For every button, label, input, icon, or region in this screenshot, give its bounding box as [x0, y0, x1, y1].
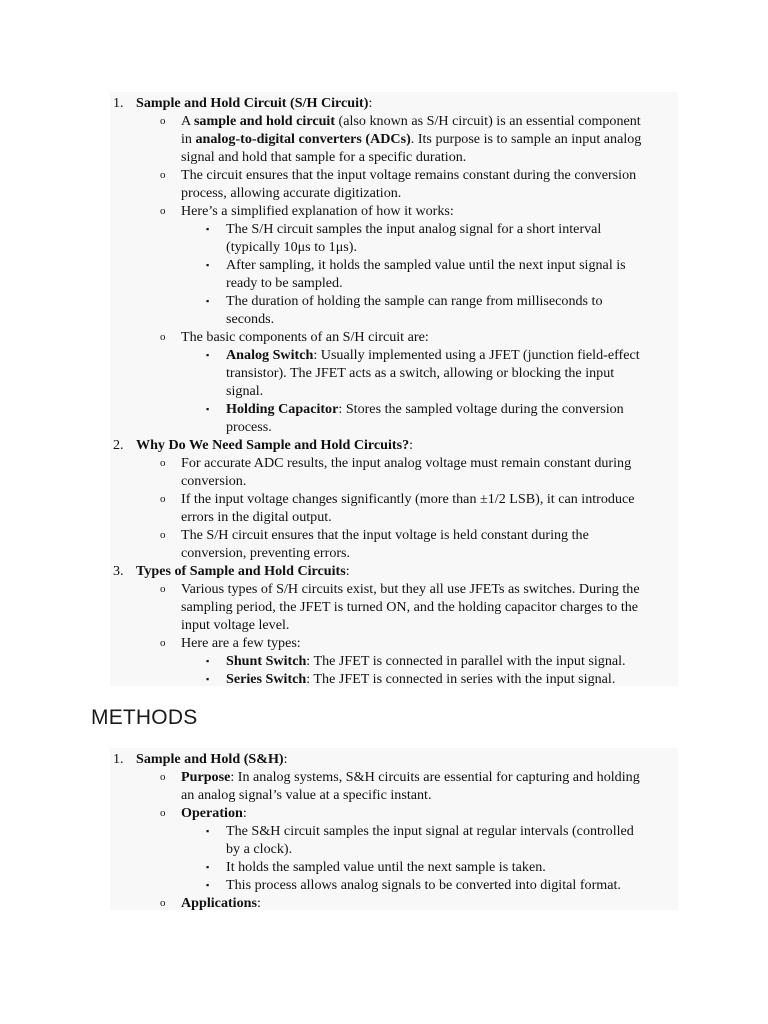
paragraph-line: process. [226, 419, 272, 435]
paragraph-line: signal. [226, 383, 264, 399]
circle-bullet-icon: o [160, 771, 166, 783]
paragraph-line: input voltage level. [181, 617, 290, 633]
circle-bullet-icon: o [160, 637, 166, 649]
circle-bullet-icon: o [160, 897, 166, 909]
paragraph-line: Series Switch: The JFET is connected in series with the input signal. [226, 671, 616, 687]
circle-bullet-icon: o [160, 169, 166, 181]
paragraph-line: ready to be sampled. [226, 275, 343, 291]
circle-bullet-icon: o [160, 205, 166, 217]
paragraph-line: Operation: [181, 805, 247, 821]
paragraph-line: process, allowing accurate digitization. [181, 185, 402, 201]
circle-bullet-icon: o [160, 331, 166, 343]
list-number: 3. [113, 563, 124, 579]
paragraph-line: Holding Capacitor: Stores the sampled voltage during the conversion [226, 401, 624, 417]
square-bullet-icon: ▪ [206, 296, 210, 306]
paragraph-line: The S/H circuit samples the input analog signal for a short interval [226, 221, 602, 237]
circle-bullet-icon: o [160, 807, 166, 819]
paragraph-line: The circuit ensures that the input voltage remains constant during the conversion [181, 167, 637, 183]
list-number: 1. [113, 751, 124, 767]
item-title: Sample and Hold (S&H): [136, 751, 288, 767]
item-title: Sample and Hold Circuit (S/H Circuit): [136, 95, 373, 111]
circle-bullet-icon: o [160, 529, 166, 541]
paragraph-line: A sample and hold circuit (also known as S/H circuit) is an essential component [181, 113, 641, 129]
square-bullet-icon: ▪ [206, 350, 210, 360]
paragraph-line: seconds. [226, 311, 275, 327]
item-title: Why Do We Need Sample and Hold Circuits?: [136, 437, 414, 453]
circle-bullet-icon: o [160, 115, 166, 127]
list-number: 1. [113, 95, 124, 111]
circle-bullet-icon: o [160, 583, 166, 595]
square-bullet-icon: ▪ [206, 862, 210, 872]
paragraph-line: an analog signal’s value at a specific instant. [181, 787, 432, 803]
paragraph-line: Purpose: In analog systems, S&H circuits are essential for capturing and holding [181, 769, 640, 785]
item-title: Types of Sample and Hold Circuits: [136, 563, 350, 579]
paragraph-line: conversion, preventing errors. [181, 545, 351, 561]
square-bullet-icon: ▪ [206, 656, 210, 666]
square-bullet-icon: ▪ [206, 674, 210, 684]
square-bullet-icon: ▪ [206, 224, 210, 234]
square-bullet-icon: ▪ [206, 826, 210, 836]
paragraph-line: Here’s a simplified explanation of how it works: [181, 203, 454, 219]
paragraph-line: transistor). The JFET acts as a switch, allowing or blocking the input [226, 365, 615, 381]
paragraph-line: After sampling, it holds the sampled value until the next input signal is [226, 257, 626, 273]
paragraph-line: Applications: [181, 895, 261, 911]
paragraph-line: The basic components of an S/H circuit are: [181, 329, 429, 345]
paragraph-line: Various types of S/H circuits exist, but they all use JFETs as switches. During the [181, 581, 640, 597]
paragraph-line: signal and hold that sample for a specific duration. [181, 149, 467, 165]
paragraph-line: It holds the sampled value until the next sample is taken. [226, 859, 546, 875]
paragraph-line: Shunt Switch: The JFET is connected in parallel with the input signal. [226, 653, 626, 669]
paragraph-line: This process allows analog signals to be converted into digital format. [226, 877, 621, 893]
paragraph-line: The S/H circuit ensures that the input voltage is held constant during the [181, 527, 589, 543]
square-bullet-icon: ▪ [206, 880, 210, 890]
paragraph-line: Analog Switch: Usually implemented using a JFET (junction field-effect [226, 347, 640, 363]
square-bullet-icon: ▪ [206, 404, 210, 414]
paragraph-line: in analog-to-digital converters (ADCs). Its purpose is to sample an input analog [181, 131, 642, 147]
paragraph-line: (typically 10μs to 1μs). [226, 239, 357, 255]
methods-heading: METHODS [91, 706, 198, 729]
paragraph-line: Here are a few types: [181, 635, 301, 651]
list-number: 2. [113, 437, 124, 453]
paragraph-line: by a clock). [226, 841, 293, 857]
paragraph-line: conversion. [181, 473, 247, 489]
paragraph-line: For accurate ADC results, the input analog voltage must remain constant during [181, 455, 632, 471]
circle-bullet-icon: o [160, 457, 166, 469]
paragraph-line: The duration of holding the sample can range from milliseconds to [226, 293, 603, 309]
circle-bullet-icon: o [160, 493, 166, 505]
square-bullet-icon: ▪ [206, 260, 210, 270]
paragraph-line: The S&H circuit samples the input signal at regular intervals (controlled [226, 823, 634, 839]
paragraph-line: errors in the digital output. [181, 509, 332, 525]
paragraph-line: sampling period, the JFET is turned ON, and the holding capacitor charges to the [181, 599, 639, 615]
paragraph-line: If the input voltage changes significantly (more than ±1/2 LSB), it can introduce [181, 491, 635, 507]
